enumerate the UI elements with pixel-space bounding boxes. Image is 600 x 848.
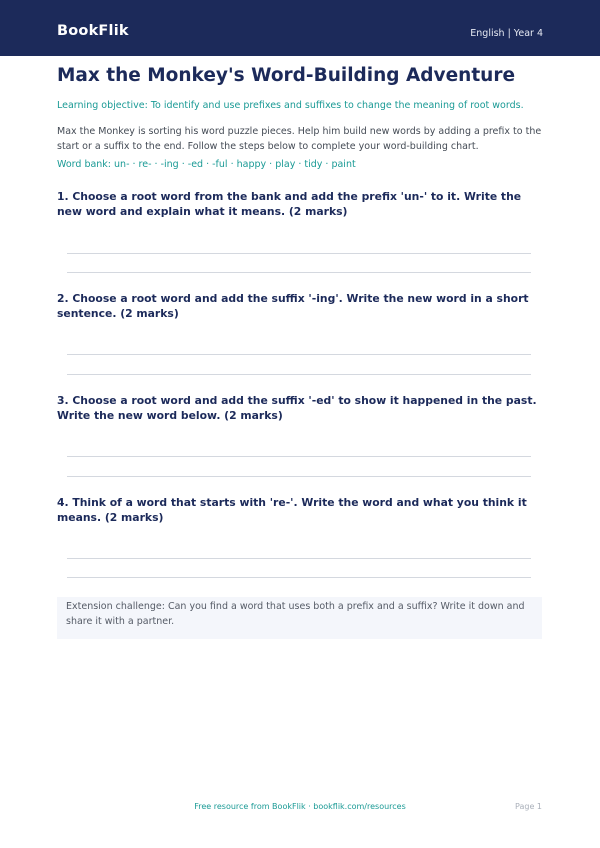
subject-year-label: English | Year 4 <box>470 28 543 39</box>
answer-line-1b[interactable] <box>67 272 531 273</box>
page-number: Page 1 <box>515 802 542 811</box>
answer-line-3b[interactable] <box>67 476 531 477</box>
answer-line-2b[interactable] <box>67 374 531 375</box>
answer-line-3a[interactable] <box>67 456 531 457</box>
answer-line-4b[interactable] <box>67 577 531 578</box>
question-2: 2. Choose a root word and add the suffix '-ing'. Write the new word in a short sentence. (2 marks) <box>57 292 529 320</box>
answer-line-2a[interactable] <box>67 354 531 355</box>
extension-box <box>57 597 542 639</box>
word-bank: Word bank: un- · re- · -ing · -ed · -ful · happy · play · tidy · paint <box>57 159 356 170</box>
intro-paragraph: Max the Monkey is sorting his word puzzle pieces. Help him build new words by adding a prefix to the start or a suffix to the end. Follow the steps below to complete your word-building chart. <box>57 126 542 152</box>
question-3: 3. Choose a root word and add the suffix '-ed' to show it happened in the past. Write the new word below. (2 marks) <box>57 394 537 422</box>
answer-line-4a[interactable] <box>67 558 531 559</box>
footer-link[interactable]: Free resource from BookFlik · bookflik.com/resources <box>194 802 406 811</box>
learning-objective: Learning objective: To identify and use prefixes and suffixes to change the meaning of root words. <box>57 100 524 111</box>
brand-logo[interactable]: BookFlik <box>57 23 129 39</box>
page-title: Max the Monkey's Word-Building Adventure <box>57 65 516 86</box>
question-4: 4. Think of a word that starts with 're-'. Write the word and what you think it means. (2 marks) <box>57 496 527 524</box>
extension-challenge: Extension challenge: Can you find a word that uses both a prefix and a suffix? Write it down and share it with a partner. <box>66 601 525 627</box>
question-1: 1. Choose a root word from the bank and add the prefix 'un-' to it. Write the new word and explain what it means. (2 marks) <box>57 190 522 218</box>
answer-line-1a[interactable] <box>67 253 531 254</box>
header-bar <box>0 0 600 56</box>
